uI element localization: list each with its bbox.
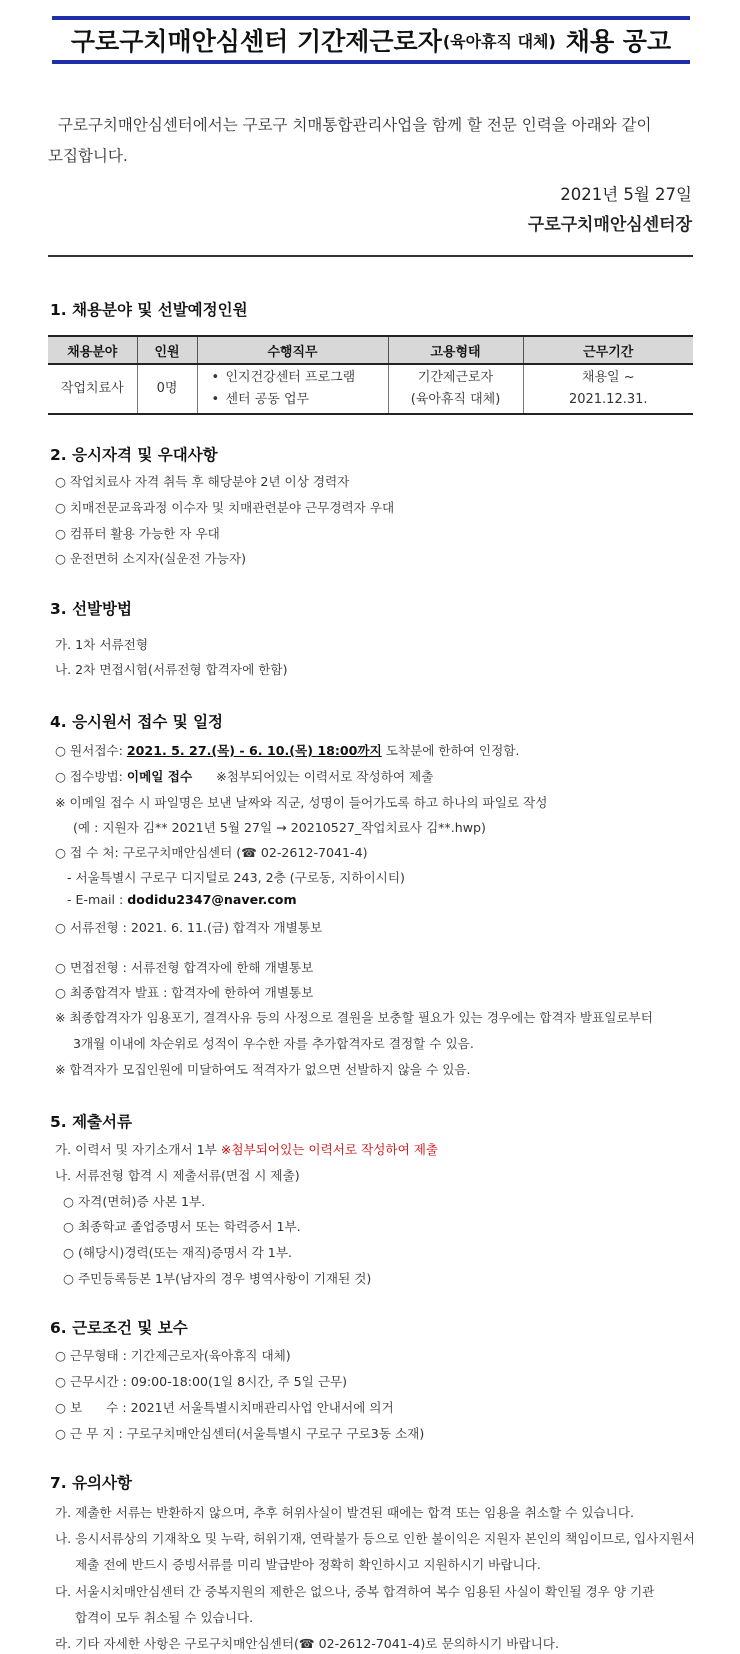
period-cell (523, 364, 693, 414)
receipt-period: 2021. 5. 27.(목) - 6. 10.(목) 18:00까지 (126, 743, 382, 758)
method-note: ※첨부되어있는 이력서로 작성하여 제출 (192, 769, 434, 784)
notice-item-ga: 가. 제출한 서류는 반환하지 않으며, 추후 허위사실이 발견된 때에는 합격 또는 임용을 취소할 수 있습니다. (55, 1505, 635, 1520)
list-item: ○ 최종학교 졸업증명서 또는 학력증서 1부. (63, 1219, 301, 1234)
receipt-place: ○ 접 수 처: 구로구치매안심센터 (☎ 02-2612-7041-4) (55, 845, 368, 860)
list-item: ○ 근 무 지 : 구로구치매안심센터(서울특별시 구로구 구로3동 소재) (55, 1426, 425, 1441)
list-item: ○ 작업치료사 자격 취득 후 해당분야 2년 이상 경력자 (55, 474, 350, 489)
interview-line: ○ 면접전형 : 서류전형 합격자에 한해 개별통보 (55, 960, 314, 975)
notice-item-na: 나. 응시서류상의 기재착오 및 누락, 허위기재, 연락불가 등으로 인한 불이익은 지원자 본인의 책임이므로, 입사지원서 (55, 1531, 695, 1546)
table-header-cell: 고용형태 (388, 336, 523, 364)
method-value: 이메일 접수 (126, 769, 193, 784)
employment-type: 기간제근로자 (417, 370, 494, 385)
no-selection-note: ※ 합격자가 모집인원에 미달하여도 적격자가 없으면 선발하지 않을 수 있음. (55, 1062, 471, 1077)
section-2-heading: 2. 응시자격 및 우대사항 (50, 446, 218, 464)
list-item: ○ 근무형태 : 기간제근로자(육아휴직 대체) (55, 1348, 291, 1363)
documents-item-a (55, 1139, 438, 1158)
table-header-row (48, 336, 693, 364)
notice-signer: 구로구치매안심센터장 (527, 215, 692, 235)
list-item: ○ 운전면허 소지자(실운전 가능자) (55, 551, 246, 566)
list-item: ○ 근무시간 : 09:00-18:00(1일 8시간, 주 5일 근무) (55, 1374, 348, 1389)
table-header-cell: 근무기간 (523, 336, 693, 364)
page-title (52, 16, 690, 64)
title-tail: 채용 공고 (565, 27, 672, 56)
notice-item-na-cont: 제출 전에 반드시 증빙서류를 미리 발급받아 정확히 확인하시고 지원하시기 바랍니다. (75, 1557, 541, 1572)
title-sub: (육아휴직 대체) (442, 31, 556, 51)
additional-pass-note: ※ 최종합격자가 임용포기, 결격사유 등의 사정으로 결원을 보충할 필요가 있는 경우에는 합격자 발표일로부터 (55, 1010, 653, 1025)
document-result-line: ○ 서류전형 : 2021. 6. 11.(금) 합격자 개별통보 (55, 920, 323, 935)
section-1-heading: 1. 채용분야 및 선발예정인원 (50, 301, 248, 319)
receipt-line (55, 740, 519, 759)
email-filename-note: ※ 이메일 접수 시 파일명은 보낸 날짜와 직군, 성명이 들어가도록 하고 하나의 파일로 작성 (55, 795, 548, 810)
final-result-line: ○ 최종합격자 발표 : 합격자에 한하여 개별통보 (55, 985, 314, 1000)
table-header-cell: 채용분야 (48, 336, 137, 364)
list-item: ○ 자격(면허)증 사본 1부. (63, 1194, 206, 1209)
duty-item: • 센터 공동 업무 (212, 389, 387, 411)
employment-note: (육아휴직 대체) (410, 392, 501, 407)
employment-cell (388, 364, 523, 414)
documents-item-b: 나. 서류전형 합격 시 제출서류(면접 시 제출) (55, 1168, 300, 1183)
section-3-heading: 3. 선발방법 (50, 600, 132, 618)
field-cell: 작업치료사 (48, 364, 137, 414)
list-item: ○ 주민등록등본 1부(남자의 경우 병역사항이 기재된 것) (63, 1271, 372, 1286)
list-item: ○ 보 수 : 2021년 서울특별시치매관리사업 안내서에 의거 (55, 1400, 394, 1415)
receipt-address: - 서울특별시 구로구 디지털로 243, 2층 (구로동, 지하이시티) (67, 870, 405, 885)
intro-line-2: 모집합니다. (48, 147, 128, 165)
recruitment-table (48, 335, 693, 415)
list-item: 가. 1차 서류전형 (55, 637, 149, 652)
notice-item-da-cont: 합격이 모두 취소될 수 있습니다. (75, 1610, 254, 1625)
section-4-heading: 4. 응시원서 접수 및 일정 (50, 713, 224, 731)
email-label: - E-mail : (67, 892, 128, 907)
intro-line-1: 구로구치매안심센터에서는 구로구 치매통합관리사업을 함께 할 전문 인력을 아래와 같이 (58, 116, 652, 134)
notice-item-ra: 라. 기타 자세한 사항은 구로구치매안심센터(☎ 02-2612-7041-4)로 문의하시기 바랍니다. (55, 1636, 559, 1651)
period-start: 채용일 ~ (581, 370, 635, 385)
table-header-cell: 수행직무 (197, 336, 388, 364)
title-main: 구로구치매안심센터 기간제근로자 (70, 27, 442, 56)
duty-item: • 인지건강센터 프로그램 (212, 367, 387, 389)
period-end: 2021.12.31. (568, 392, 648, 407)
divider (48, 255, 693, 257)
filename-example: (예 : 지원자 김** 2021년 5월 27일 → 20210527_작업치료사 김**.hwp) (73, 820, 486, 835)
list-item: ○ 치매전문교육과정 이수자 및 치매관련분야 근무경력자 우대 (55, 500, 395, 515)
section-5-heading: 5. 제출서류 (50, 1113, 132, 1131)
email-line (67, 892, 297, 907)
list-item: 나. 2차 면접시험(서류전형 합격자에 한함) (55, 662, 288, 677)
notice-item-da: 다. 서울시치매안심센터 간 중복지원의 제한은 없으나, 중복 합격하여 복수 임용된 사실이 확인될 경우 양 기관 (55, 1584, 655, 1599)
additional-pass-note-cont: 3개월 이내에 차순위로 성적이 우수한 자를 추가합격자로 결정할 수 있음. (73, 1036, 474, 1051)
section-6-heading: 6. 근로조건 및 보수 (50, 1319, 188, 1337)
list-item: ○ 컴퓨터 활용 가능한 자 우대 (55, 526, 220, 541)
section-7-heading: 7. 유의사항 (50, 1474, 132, 1492)
notice-date: 2021년 5월 27일 (560, 185, 692, 204)
method-label: ○ 접수방법: (55, 769, 127, 784)
list-item: ○ (해당시)경력(또는 재직)증명서 각 1부. (63, 1245, 292, 1260)
receipt-suffix: 도착분에 한하여 인정함. (381, 743, 520, 758)
receipt-label: ○ 원서접수: (55, 743, 127, 758)
duties-cell (197, 364, 388, 414)
email-address: dodidu2347@naver.com (127, 892, 297, 907)
count-cell: 0명 (137, 364, 197, 414)
documents-item-a-note: ※첨부되어있는 이력서로 작성하여 제출 (220, 1142, 439, 1157)
method-line (55, 766, 433, 785)
documents-item-a-text: 가. 이력서 및 자기소개서 1부 (55, 1142, 221, 1157)
table-header-cell: 인원 (137, 336, 197, 364)
table-row (48, 364, 693, 414)
